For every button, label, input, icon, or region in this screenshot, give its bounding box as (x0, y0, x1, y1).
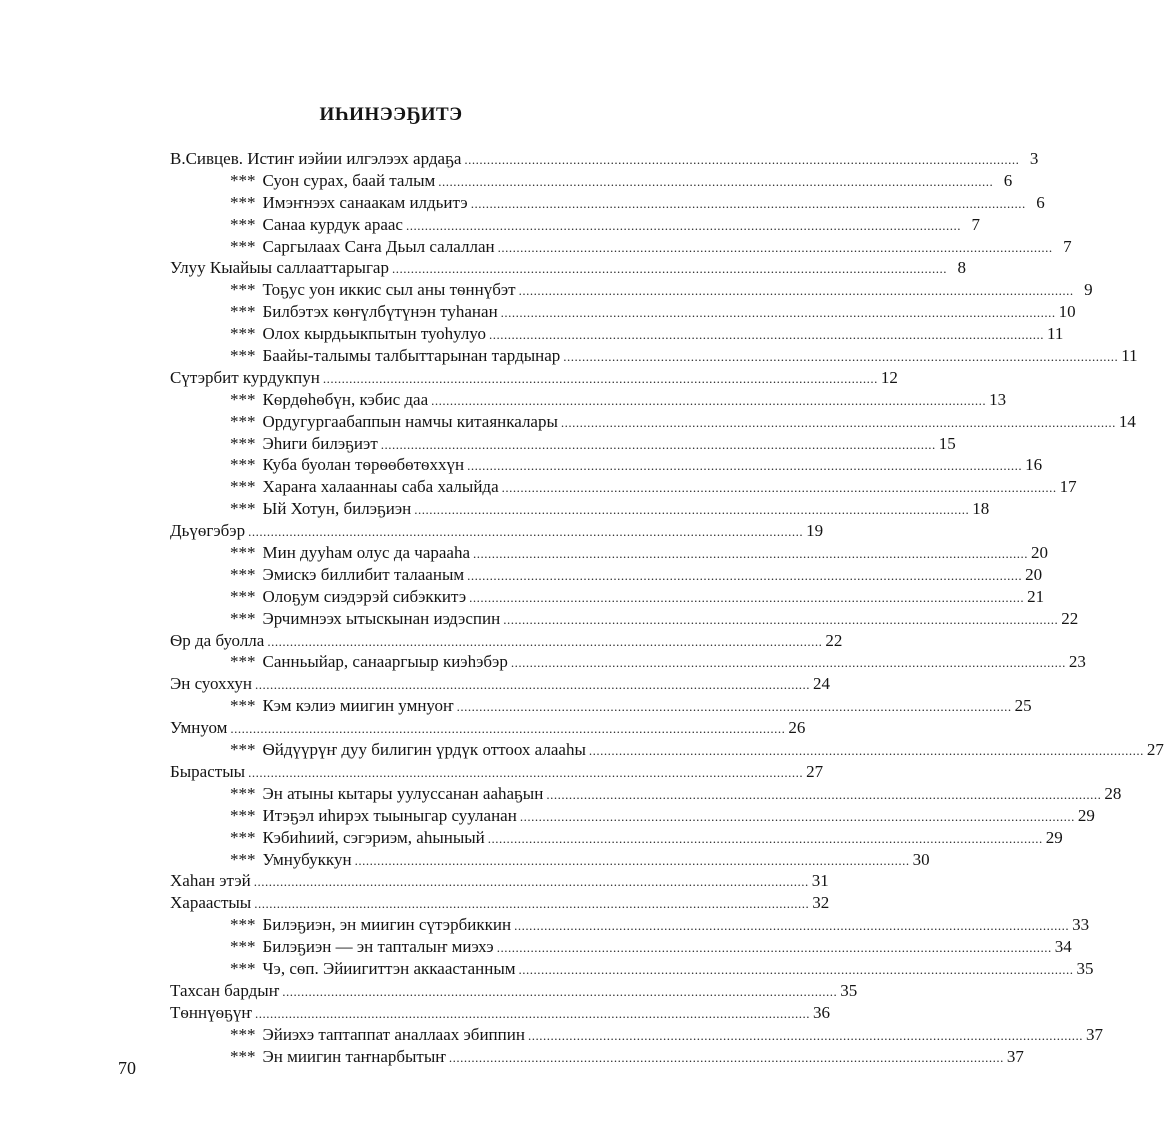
toc-entry (170, 608, 1079, 630)
toc-entry-page: 25 (1014, 696, 1032, 716)
toc-entry (170, 870, 829, 892)
dot-leader: .................................................................................................................................................... (467, 567, 1023, 583)
toc-entry (170, 695, 1032, 717)
asterisk-marker: *** (230, 1046, 256, 1066)
asterisk-marker: *** (230, 433, 256, 453)
toc-entry-title: Дьүѳгэбэр (170, 521, 246, 541)
toc-entry (170, 673, 830, 695)
toc-entry-title: Сүтэрбит курдукпун (170, 367, 320, 387)
dot-leader: .................................................................................................................................................... (500, 305, 1056, 321)
toc-entry (170, 170, 1013, 192)
toc-entry (170, 827, 1063, 849)
toc-entry-page: 11 (1046, 324, 1064, 344)
toc-entry-page: 37 (1085, 1024, 1103, 1044)
toc-entry (170, 783, 1122, 805)
asterisk-marker: *** (230, 346, 256, 366)
toc-entry-page: 37 (1006, 1046, 1024, 1066)
toc-entry-title: Ѳйдүүрүҥ дуу билигин үрдүк оттоох алааһы (262, 740, 586, 760)
toc-entry (170, 980, 858, 1002)
asterisk-marker: *** (230, 499, 256, 519)
toc-entry-title: Баайы-талымы талбыттарынан тардынар (262, 346, 561, 366)
toc-entry-page: 13 (989, 389, 1007, 409)
toc-entry-title: Умнубуккун (262, 849, 352, 869)
toc-entry (170, 958, 1094, 980)
asterisk-marker: *** (230, 937, 256, 957)
dot-leader: .................................................................................................................................................... (546, 786, 1102, 802)
dot-leader: .................................................................................................................................................... (230, 721, 786, 737)
asterisk-marker: *** (230, 455, 256, 475)
dot-leader: .................................................................................................................................................... (322, 370, 878, 386)
toc-entry (170, 542, 1048, 564)
dot-leader: .................................................................................................................................................... (380, 436, 936, 452)
dot-leader: .................................................................................................................................................... (464, 152, 1020, 167)
toc-entry-title: Тѳннүѳҕүҥ (170, 1002, 252, 1022)
dot-leader: .................................................................................................................................................... (267, 633, 823, 649)
toc-entry-title: Эйиэхэ таптаппат аналлаах эбиппин (262, 1024, 525, 1044)
dot-leader: .................................................................................................................................................... (255, 677, 810, 693)
toc-entry (170, 892, 830, 914)
toc-entry-title: Эн миигин таҥнарбытыҥ (262, 1046, 446, 1066)
asterisk-marker: *** (230, 236, 256, 256)
toc-entry (170, 257, 966, 279)
toc-entry-page: 14 (1118, 411, 1136, 431)
toc-entry-title: Олоҕум сиэдэрэй сибэккитэ (262, 586, 467, 606)
toc-entry-page: 35 (840, 980, 858, 1000)
toc-entry-title: Санаа курдук араас (262, 214, 403, 234)
toc-entry (170, 433, 956, 455)
toc-entry-page: 6 (1036, 192, 1045, 212)
asterisk-marker: *** (230, 805, 256, 825)
toc-entry-title: Эн суоххун (170, 674, 252, 694)
toc-entry-title: Кэм кэлиэ миигин умнуоҥ (262, 696, 454, 716)
contents-title: ИҺИНЭЭҔИТЭ (319, 104, 463, 125)
toc-entry-title: Суон сурах, баай талым (262, 170, 436, 190)
dot-leader: .................................................................................................................................................... (414, 502, 970, 518)
toc-entry-title: Хараастыы (170, 893, 252, 913)
toc-entry-page: 17 (1059, 477, 1077, 497)
toc-entry-title: Тахсан бардыҥ (170, 980, 280, 1000)
toc-entry-page: 16 (1025, 455, 1043, 475)
toc-entry (170, 367, 898, 389)
toc-entry-title: Эһиги билэҕиэт (262, 433, 378, 453)
toc-entry-page: 34 (1054, 937, 1072, 957)
toc-entry-page: 10 (1058, 302, 1076, 322)
toc-entry (170, 630, 843, 652)
dot-leader: .................................................................................................................................................... (248, 764, 804, 780)
page-number: 70 (118, 1058, 136, 1078)
toc-entry-title: Эмискэ биллибит талааным (262, 564, 465, 584)
dot-leader: .................................................................................................................................................... (527, 1027, 1083, 1043)
toc-entry-page: 11 (1121, 346, 1138, 366)
toc-entry (170, 586, 1045, 608)
table-of-contents (170, 148, 1164, 1067)
asterisk-marker: *** (230, 214, 256, 234)
dot-leader: .................................................................................................................................................... (519, 808, 1075, 824)
dot-leader: .................................................................................................................................................... (438, 173, 994, 189)
dot-leader: .................................................................................................................................................... (467, 458, 1023, 474)
asterisk-marker: *** (230, 827, 256, 847)
toc-entry (170, 564, 1043, 586)
dot-leader: .................................................................................................................................................... (473, 546, 1028, 562)
toc-entry-page: 28 (1104, 783, 1122, 803)
toc-entry-title: Билбэтэх кѳҥүлбүтүнэн туһанан (262, 302, 498, 322)
toc-entry-title: Тоҕус уон иккис сыл аны тѳннүбэт (262, 280, 516, 300)
toc-entry-title: Имэҥнээх санаакам илдьитэ (262, 192, 468, 212)
toc-entry-page: 3 (1029, 149, 1039, 168)
toc-entry-title: Куба буолан тѳрѳѳбѳтѳххүн (262, 455, 465, 475)
asterisk-marker: *** (230, 915, 256, 935)
toc-entry (170, 739, 1164, 761)
toc-entry-page: 22 (1061, 608, 1079, 628)
dot-leader: .................................................................................................................................................... (501, 480, 1057, 496)
dot-leader: .................................................................................................................................................... (497, 239, 1053, 255)
toc-entry (170, 476, 1077, 498)
toc-entry-title: Улуу Кыайыы саллааттарыгар (170, 258, 389, 278)
dot-leader: .................................................................................................................................................... (253, 874, 809, 890)
toc-entry-page: 32 (812, 893, 830, 913)
toc-entry-title: Ордугургаабаппын намчы китаянкалары (262, 411, 558, 431)
asterisk-marker: *** (230, 477, 256, 497)
toc-entry-page: 12 (880, 367, 898, 387)
toc-entry (170, 651, 1086, 673)
toc-entry (170, 192, 1045, 214)
toc-entry-page: 33 (1072, 915, 1090, 935)
toc-entry (170, 936, 1072, 958)
toc-entry (170, 454, 1043, 476)
toc-entry-page: 21 (1027, 586, 1045, 606)
toc-entry (170, 148, 1039, 170)
dot-leader: .................................................................................................................................................... (496, 940, 1052, 956)
toc-entry (170, 849, 930, 871)
dot-leader: .................................................................................................................................................... (503, 611, 1059, 627)
toc-entry-title: Хаһан этэй (170, 871, 251, 891)
toc-entry (170, 1002, 830, 1024)
toc-entry-title: Ѳр да буолла (170, 630, 265, 650)
toc-entry-title: Эрчимнээх ытыскынан иэдэспин (262, 608, 501, 628)
toc-entry-title: Кэбиһиий, сэгэриэм, аһыныый (262, 827, 485, 847)
toc-entry-page: 8 (957, 258, 966, 278)
dot-leader: .................................................................................................................................................... (254, 1005, 810, 1021)
dot-leader: .................................................................................................................................................... (354, 852, 910, 868)
toc-entry-page: 20 (1031, 543, 1048, 563)
toc-entry (170, 717, 806, 739)
toc-entry-page: 29 (1077, 805, 1095, 825)
dot-leader: .................................................................................................................................................... (391, 261, 947, 277)
toc-entry-page: 22 (825, 630, 843, 650)
toc-entry (170, 1046, 1024, 1068)
asterisk-marker: *** (230, 543, 256, 563)
toc-entry-page: 18 (972, 499, 990, 519)
asterisk-marker: *** (230, 411, 256, 431)
dot-leader: .................................................................................................................................................... (488, 327, 1044, 343)
toc-entry-page: 7 (971, 214, 980, 234)
toc-entry-page: 30 (912, 849, 930, 869)
dot-leader: .................................................................................................................................................... (563, 349, 1119, 365)
toc-entry-page: 36 (812, 1002, 830, 1022)
toc-entry-page: 26 (788, 718, 806, 738)
toc-entry (170, 805, 1095, 827)
toc-entry-page: 24 (813, 674, 830, 694)
toc-entry (170, 389, 1007, 411)
dot-leader: .................................................................................................................................................... (254, 896, 810, 912)
asterisk-marker: *** (230, 696, 256, 716)
dot-leader: .................................................................................................................................................... (448, 1049, 1004, 1065)
asterisk-marker: *** (230, 192, 256, 212)
asterisk-marker: *** (230, 958, 256, 978)
toc-entry (170, 345, 1138, 367)
toc-entry (170, 236, 1072, 258)
dot-leader: .................................................................................................................................................... (510, 655, 1066, 671)
dot-leader: .................................................................................................................................................... (469, 589, 1025, 605)
toc-entry-page: 19 (806, 521, 824, 541)
toc-entry-title: Бырастыы (170, 761, 246, 781)
dot-leader: .................................................................................................................................................... (470, 195, 1026, 211)
dot-leader: .................................................................................................................................................... (487, 830, 1043, 846)
asterisk-marker: *** (230, 170, 256, 190)
asterisk-marker: *** (230, 564, 256, 584)
toc-entry-page: 27 (806, 761, 824, 781)
asterisk-marker: *** (230, 740, 256, 760)
toc-entry-page: 29 (1045, 827, 1063, 847)
toc-entry (170, 761, 824, 783)
toc-entry (170, 914, 1090, 936)
toc-entry (170, 1024, 1103, 1046)
toc-entry-title: Ый Хотун, билэҕиэн (262, 499, 412, 519)
toc-entry-page: 9 (1084, 280, 1093, 300)
toc-entry-page: 23 (1068, 652, 1086, 672)
toc-entry-page: 20 (1025, 564, 1043, 584)
toc-entry-title: Эн атыны кытары уулуссанан ааһаҕын (262, 783, 544, 803)
asterisk-marker: *** (230, 302, 256, 322)
dot-leader: .................................................................................................................................................... (514, 918, 1070, 934)
toc-entry-title: Санньыйар, санааргыыр киэһэбэр (262, 652, 508, 672)
toc-entry (170, 214, 980, 236)
dot-leader: .................................................................................................................................................... (588, 743, 1144, 759)
toc-entry-title: Мин дууһам олус да чарааһа (262, 543, 470, 563)
toc-entry-title: Итэҕэл иһирэх тыыныгар сууланан (262, 805, 517, 825)
dot-leader: .................................................................................................................................................... (282, 983, 838, 999)
toc-entry (170, 279, 1093, 301)
asterisk-marker: *** (230, 849, 256, 869)
asterisk-marker: *** (230, 389, 256, 409)
toc-entry-title: Хараҥа халааннаы саба халыйда (262, 477, 499, 497)
toc-entry (170, 323, 1064, 345)
toc-entry-page: 27 (1146, 740, 1164, 760)
asterisk-marker: *** (230, 586, 256, 606)
dot-leader: .................................................................................................................................................... (248, 524, 804, 540)
dot-leader: .................................................................................................................................................... (518, 961, 1074, 977)
asterisk-marker: *** (230, 652, 256, 672)
asterisk-marker: *** (230, 783, 256, 803)
asterisk-marker: *** (230, 1024, 256, 1044)
toc-entry (170, 520, 824, 542)
asterisk-marker: *** (230, 280, 256, 300)
toc-entry-title: Саргылаах Саҥа Дьыл салаллан (262, 236, 495, 256)
dot-leader: .................................................................................................................................................... (560, 414, 1116, 430)
dot-leader: .................................................................................................................................................... (431, 392, 987, 408)
toc-entry-page: 31 (811, 871, 829, 891)
toc-entry-page: 7 (1063, 236, 1072, 256)
toc-entry (170, 498, 990, 520)
toc-entry-title: Олох кырдьыкпытын туоһулуо (262, 324, 486, 344)
toc-entry-title: Билэҕиэн — эн тапталыҥ миэхэ (262, 937, 494, 957)
toc-entry (170, 301, 1076, 323)
dot-leader: .................................................................................................................................................... (456, 699, 1012, 715)
toc-entry-title: Билэҕиэн, эн миигин сүтэрбиккин (262, 915, 512, 935)
toc-entry (170, 411, 1136, 433)
toc-entry-title: Кѳрдѳһѳбүн, кэбис даа (262, 389, 429, 409)
dot-leader: .................................................................................................................................................... (518, 283, 1074, 299)
asterisk-marker: *** (230, 324, 256, 344)
toc-entry-title: Чэ, сѳп. Эйиигиттэн аккаастанным (262, 958, 516, 978)
asterisk-marker: *** (230, 608, 256, 628)
toc-entry-title: Умнуом (170, 718, 228, 738)
dot-leader: .................................................................................................................................................... (405, 217, 961, 233)
toc-entry-title: В.Сивцев. Истиҥ иэйии илгэлээх ардаҕа (170, 149, 462, 168)
toc-entry-page: 15 (938, 433, 956, 453)
toc-entry-page: 35 (1076, 958, 1094, 978)
toc-entry-page: 6 (1003, 170, 1013, 190)
